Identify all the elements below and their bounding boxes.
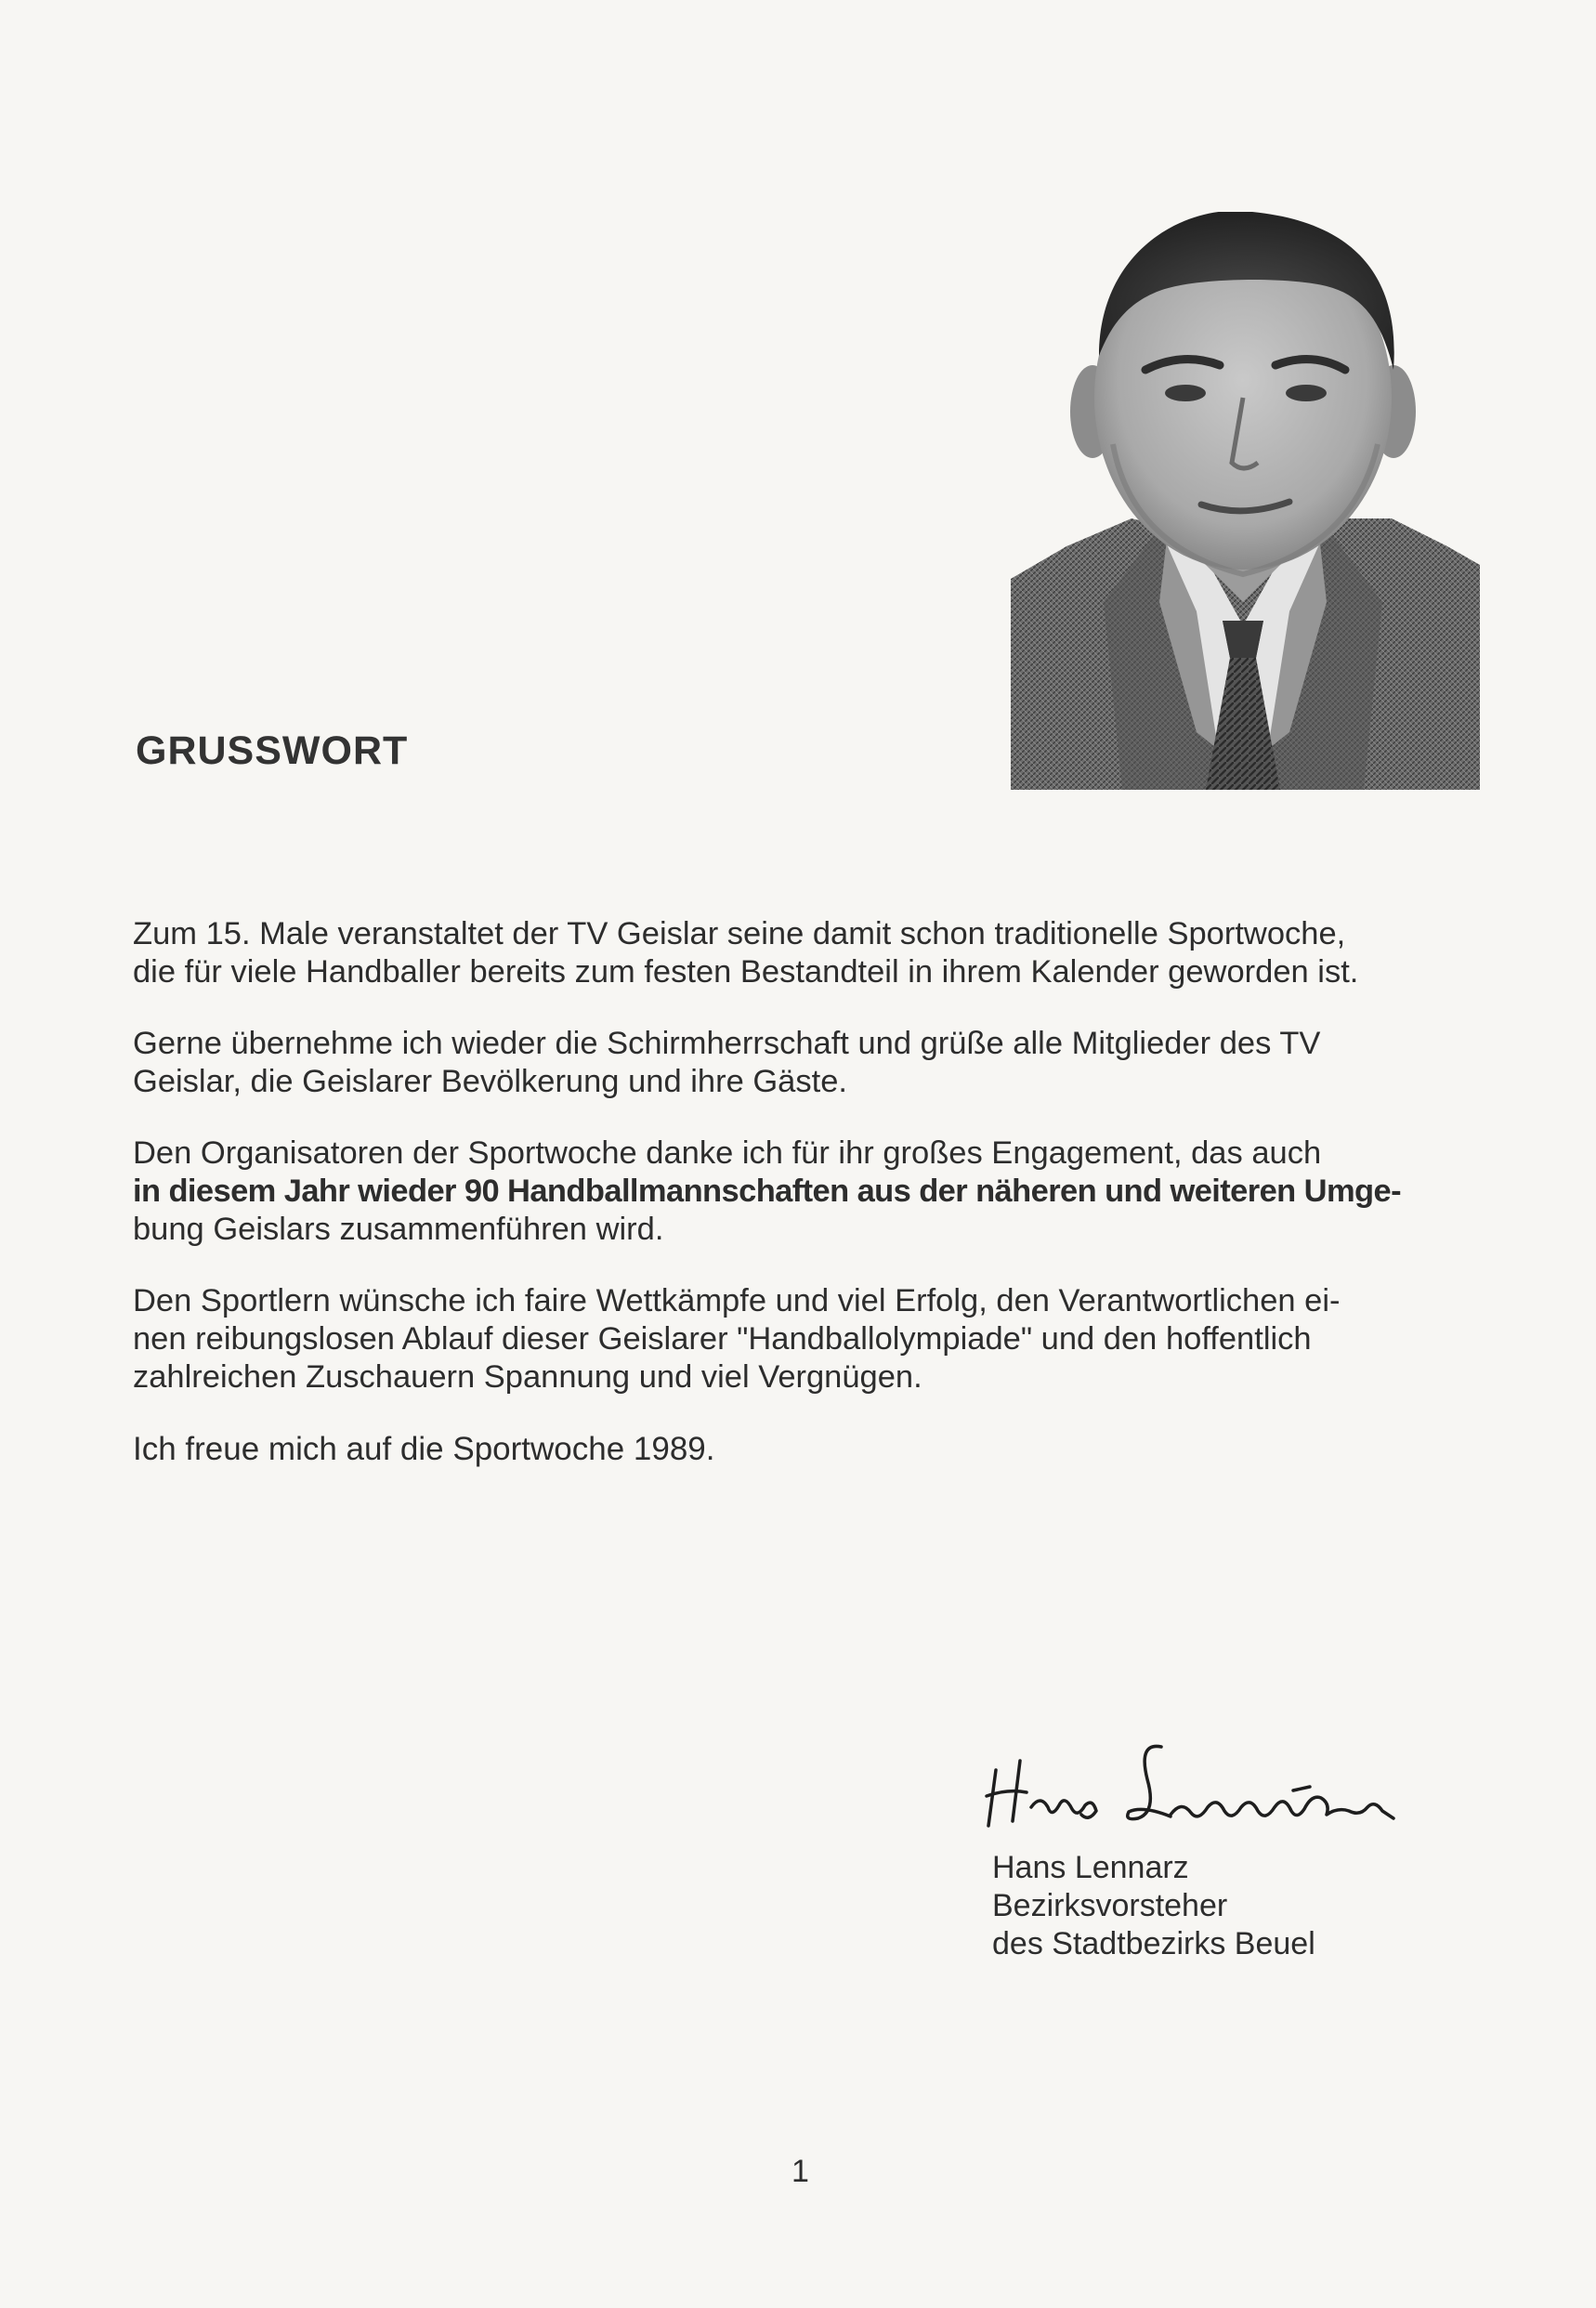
text-line: Zum 15. Male veranstaltet der TV Geislar seine damit schon traditionelle Sportwoche, — [133, 916, 1346, 951]
text-line: Geislar, die Geislarer Bevölkerung und ihre Gäste. — [133, 1064, 847, 1099]
portrait-photo — [1011, 212, 1480, 790]
text-line: Den Sportlern wünsche ich faire Wettkämpfe und viel Erfolg, den Verantwortlichen ei- — [133, 1283, 1341, 1318]
signer-district: des Stadtbezirks Beuel — [992, 1926, 1315, 1961]
text-line-bold: in diesem Jahr wieder 90 Handballmannschaften aus der näheren und weiteren Umge- — [133, 1174, 1401, 1209]
text-line: zahlreichen Zuschauern Spannung und viel Vergnügen. — [133, 1359, 922, 1395]
signer-name: Hans Lennarz — [992, 1850, 1189, 1885]
signature-block — [992, 1849, 1315, 1963]
text-line: Gerne übernehme ich wieder die Schirmherrschaft und grüße alle Mitglieder des TV — [133, 1026, 1321, 1061]
paragraph-1 — [133, 915, 1489, 991]
text-line: die für viele Handballer bereits zum festen Bestandteil in ihrem Kalender geworden ist. — [133, 954, 1359, 990]
paragraph-4 — [133, 1282, 1489, 1397]
paragraph-3 — [133, 1134, 1489, 1249]
closing-line: Ich freue mich auf die Sportwoche 1989. — [133, 1431, 715, 1467]
handwritten-signature — [985, 1733, 1421, 1835]
text-line: nen reibungslosen Ablauf dieser Geislarer "Handballolympiade" und den hoffentlich — [133, 1321, 1312, 1357]
paragraph-2 — [133, 1025, 1489, 1101]
letter-body — [133, 915, 1489, 1502]
text-line: bung Geislars zusammenführen wird. — [133, 1212, 664, 1247]
text-line: Den Organisatoren der Sportwoche danke ich für ihr großes Engagement, das auch — [133, 1135, 1322, 1171]
signer-title: Bezirksvorsteher — [992, 1888, 1228, 1923]
page-number: 1 — [791, 2154, 809, 2189]
page-title: GRUSSWORT — [136, 728, 409, 773]
